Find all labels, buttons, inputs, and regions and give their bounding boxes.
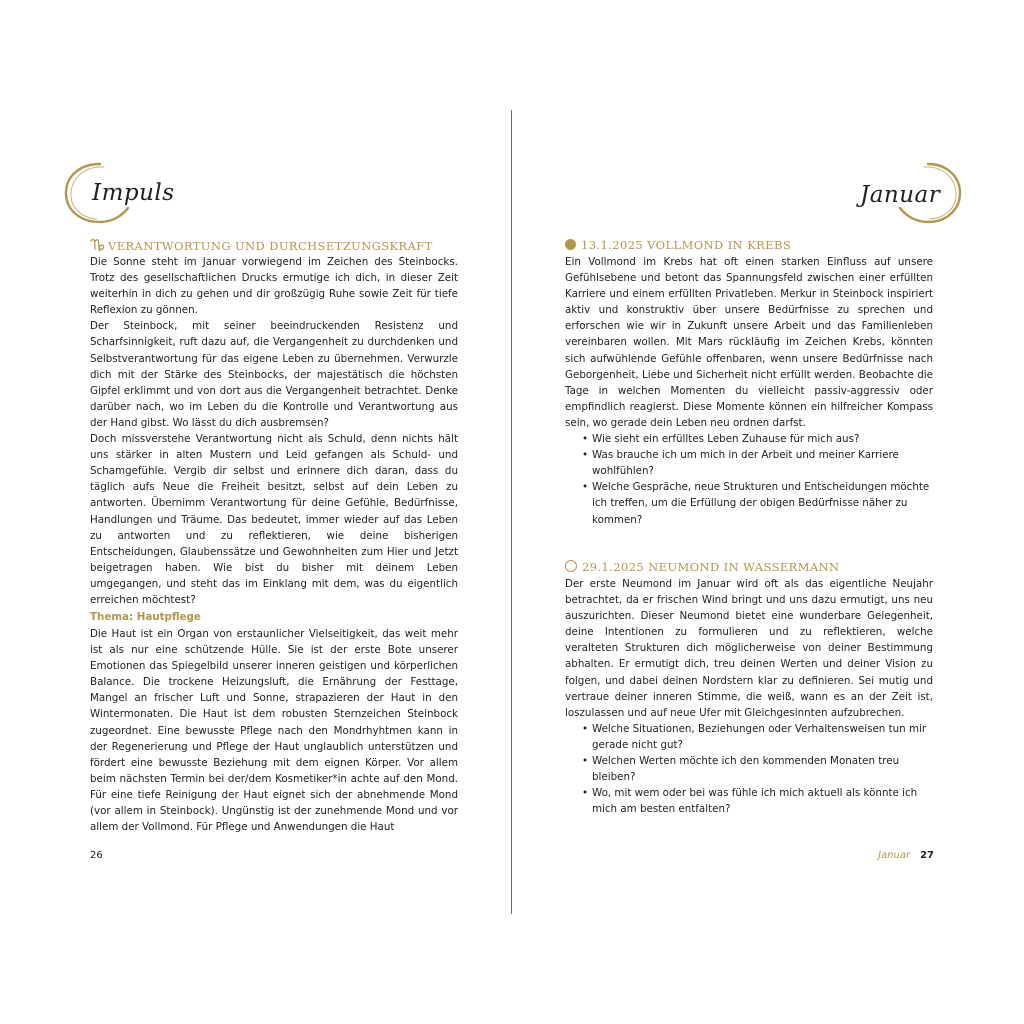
list-item: • Welchen Werten möchte ich den kommenden Monaten treu bleiben? [565, 753, 933, 785]
left-body [90, 254, 458, 608]
list-item: • Welche Situationen, Beziehungen oder Verhaltensweisen tun mir gerade nicht gut? [565, 721, 933, 753]
section-title-vollmond [565, 238, 945, 252]
vollmond-body [565, 254, 933, 528]
impuls-emblem-word: Impuls [92, 180, 175, 206]
section-title-neumond [565, 560, 945, 574]
neumond-questions [565, 721, 933, 818]
subhead-hautpflege: Thema: Hautpflege [90, 611, 201, 623]
page-number-left: 26 [90, 850, 103, 861]
list-item: • Welche Gespräche, neue Strukturen und Entscheidungen möchte ich treffen, um die Erfüllung der obigen Bedürfnisse näher zu kommen? [565, 479, 933, 527]
running-head: Januar [878, 850, 911, 861]
section-title-verantwortung [90, 238, 470, 255]
paragraph: Doch missverstehe Verantwortung nicht als Schuld, denn nichts hält uns stärker in alten Mustern und Leid gefangen als Schuld- und Schamgefühle. Vergib dir selbst und erinnere dich daran, dass du täglich aufs Neue die Freiheit besitzt, selbst auf dein Leben zu antworten. Übernimm Verantwortung für deine Gefühle, Bedürfnisse, Handlungen und Träume. Das bedeutet, immer wieder auf das Leben zu antworten und zu reflektieren, wie deine bisherigen Entscheidungen, Glaubenssätze und Gewohnheiten zum Hier und Jetzt beigetragen haben. Wie bist du bisher mit deinem Leben umgegangen, und steht das im Einklang mit dem, was du eigentlich erreichen möchtest? [90, 433, 458, 606]
list-item: • Wie sieht ein erfülltes Leben Zuhause für mich aus? [565, 431, 933, 447]
paragraph: Der Steinbock, mit seiner beeindruckenden Resistenz und Scharfsinnigkeit, ruft dazu auf, die Vergangenheit zu durchdenken und Selbstverantwortung für das eigene Leben zu übernehmen. Verwurzle dich mit der Stärke des Steinbocks, der majestätisch die höchsten Gipfel erklimmt und von dort aus die Vergangenheit betrachtet. Denke darüber nach, wo im Leben du die Kontrolle und Verantwortung aus der Hand gibst. Wo lässt du dich ausbremsen? [90, 320, 458, 429]
paragraph: Der erste Neumond im Januar wird oft als das eigentliche Neujahr betrachtet, da er frischen Wind bringt und uns dazu ermutigt, uns neu auszurichten. Dieser Neumond bietet eine wunderbare Gelegenheit, deine Intentionen zu formulieren und zu reflektieren, welche veralteten Strukturen dich möglicherweise von deiner Bestimmung abhalten. Er ermutigt dich, treu deinen Werten und deiner Vision zu folgen, und dabei deinen Nordstern klar zu definieren. Sei mutig und vertraue deiner inneren Stimme, die weiß, wann es an der Zeit ist, loszulassen und auf neue Ufer mit Gleichgesinnten aufzubrechen. [565, 578, 933, 719]
list-item: • Was brauche ich um mich in der Arbeit und meiner Karriere wohlfühlen? [565, 447, 933, 479]
full-moon-icon [565, 239, 576, 250]
section-title-text: VERANTWORTUNG UND DURCHSETZUNGSKRAFT [108, 239, 433, 253]
vollmond-questions [565, 431, 933, 528]
page-number-right: 27 [920, 850, 934, 861]
page-gutter-line [511, 110, 512, 914]
neumond-body [565, 576, 933, 817]
paragraph: Ein Vollmond im Krebs hat oft einen starken Einfluss auf unsere Gefühlsebene und betont das Spannungsfeld zwischen einer erfüllten Karriere und einem erfüllten Privatleben. Merkur in Steinbock inspiriert aktiv und konstruktiv über unsere Bedürfnisse zu sprechen und erforschen wie wir in Zukunft unsere Arbeit und das Familienleben vereinbaren wollen. Mit Mars rückläufig im Zeichen Krebs, könnten sich aufwühlende Gefühle offenbaren, wenn unsere Bedürfnisse nach Geborgenheit, Liebe und Sicherheit nicht erfüllt werden. Beobachte die Tage in welchen Momenten du vielleicht passiv-aggressiv oder empfindlich reagierst. Diese Momente können ein hilfreicher Kompass sein, wo gerade dein Leben neu ordnen darfst. [565, 256, 933, 429]
impuls-emblem [60, 158, 180, 228]
januar-emblem-word: Januar [860, 182, 941, 208]
januar-emblem [846, 158, 966, 228]
new-moon-icon [565, 560, 577, 572]
hautpflege-body [90, 626, 458, 835]
section-title-text: 13.1.2025 VOLLMOND IN KREBS [581, 238, 792, 252]
list-item: • Wo, mit wem oder bei was fühle ich mich aktuell als könnte ich mich am besten entfalten? [565, 785, 933, 817]
folio-right [870, 850, 934, 861]
paragraph: Die Haut ist ein Organ von erstaunlicher Vielseitigkeit, das weit mehr ist als nur eine schützende Hülle. Sie ist der erste Bote unserer Emotionen das Spiegelbild unserer inneren geistigen und körperlichen Balance. Die trockene Heizungsluft, die Ernährung der Festtage, Mangel an frischer Luft und Sonne, strapazieren der Haut in den Wintermonaten. Die Haut ist dem robusten Sternzeichen Steinbock zugeordnet. Eine bewusste Pflege nach den Mondrhyhtmen kann in der Regenerierung und Pflege der Haut unglaublich unterstützen und fördert eine bewusste Beziehung mit dem eignen Körper. Vor allem beim nächsten Termin bei der/dem Kosmetiker*in achte auf den Mond. Für eine tiefe Reinigung der Haut eignet sich der abnehmende Mond (vor allem in Steinbock). Ungünstig ist der zunehmende Mond und vor allem der Vollmond. Für Pflege und Anwendungen die Haut [90, 628, 458, 834]
capricorn-icon [90, 238, 106, 255]
paragraph: Die Sonne steht im Januar vorwiegend im Zeichen des Steinbocks. Trotz des gesellschaftlichen Drucks ermutige ich dich, in dieser Zeit weiterhin in dich zu gehen und dir großzügig Ruhe sowie Zeit für tiefe Reflexion zu gönnen. [90, 256, 458, 317]
section-title-text: 29.1.2025 NEUMOND IN WASSERMANN [582, 560, 840, 574]
